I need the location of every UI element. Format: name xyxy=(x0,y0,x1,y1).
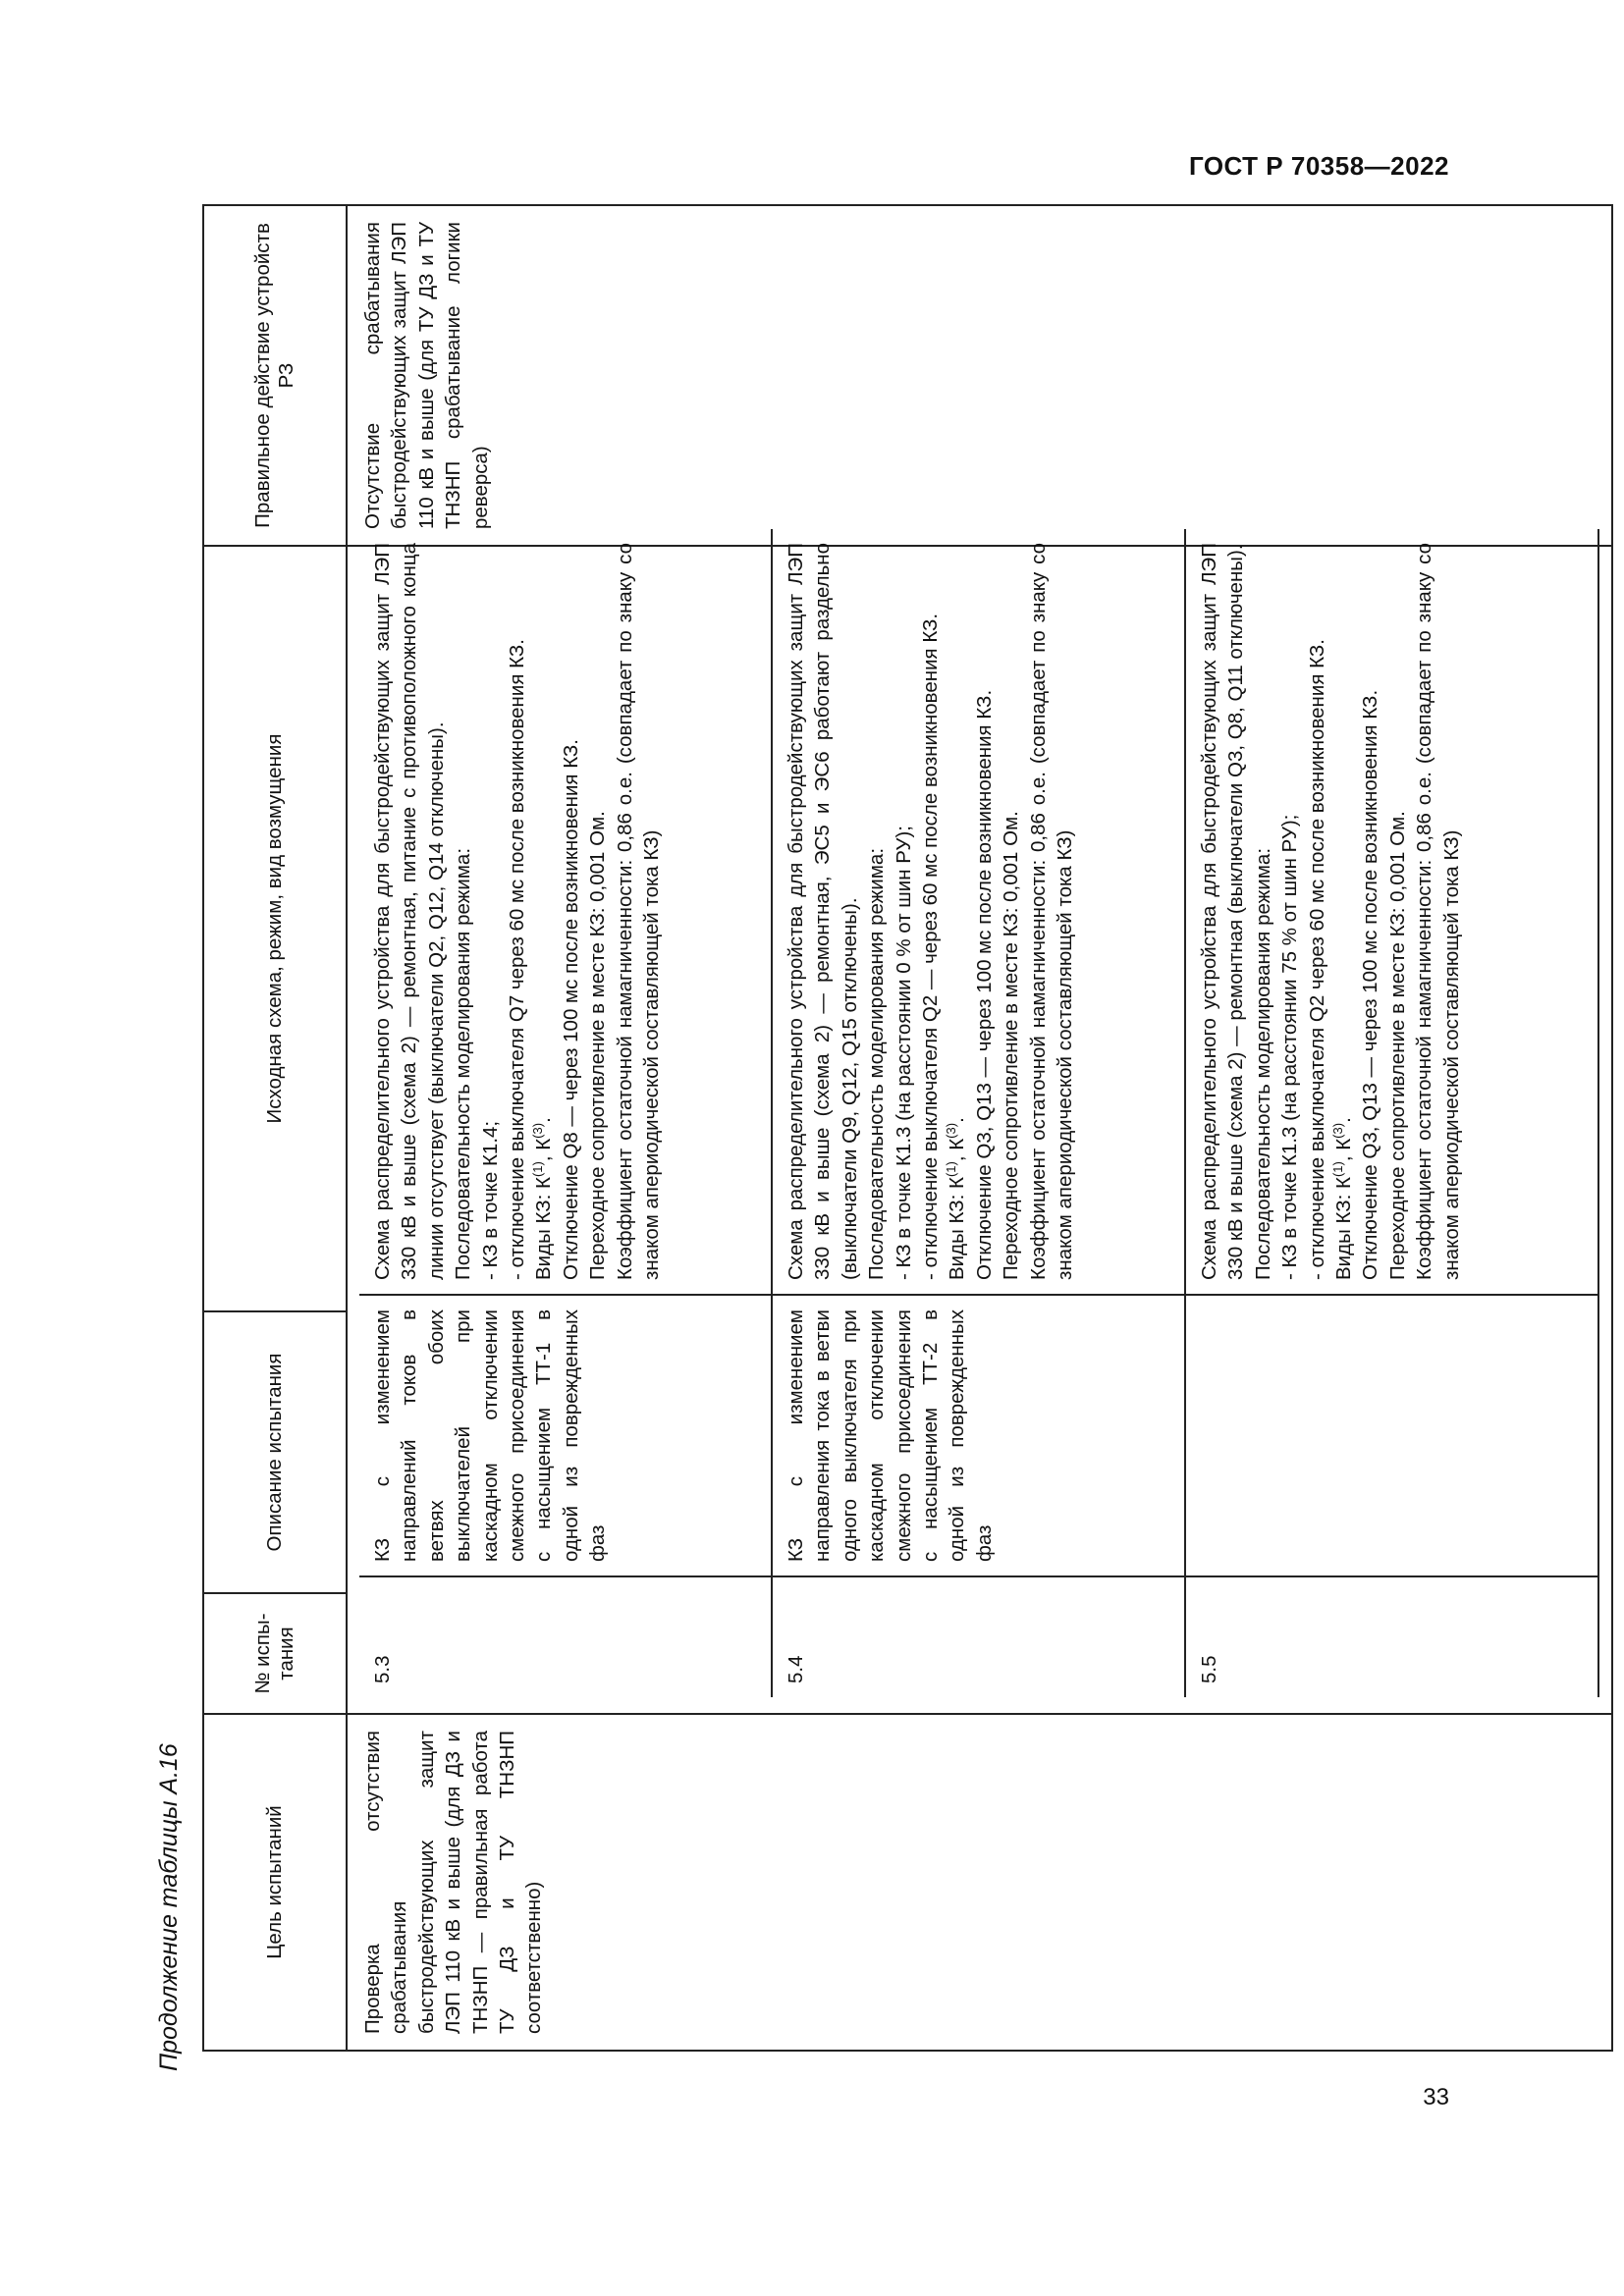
scheme-line: - отключение выключателя Q7 через 60 мс после возникновения КЗ. xyxy=(506,639,529,1280)
scheme-line: Схема распределительного устройства для быстродействующих защит ЛЭП 330 кВ и выше (схема 2) — ремонтная, ЭС5 и ЭС6 работают раздельно (выключатели Q9, Q12, Q15 отключены). xyxy=(785,543,861,1280)
tests-subtable xyxy=(359,529,1599,1697)
test-scheme xyxy=(1185,529,1598,1295)
scheme-line: Отключение Q8 — через 100 мс после возникновения КЗ. xyxy=(559,739,582,1280)
scheme-line: Схема распределительного устройства для быстродействующих защит ЛЭП 330 кВ и выше (схема 2) — ремонтная (выключатели Q3, Q8, Q11 отключены). xyxy=(1198,543,1248,1280)
scheme-line: Последовательность моделирования режима: xyxy=(452,847,475,1280)
correct-action-cell: Отсутствие срабатывания быстродействующих защит ЛЭП 110 кВ и выше (для ТУ ДЗ и ТУ ТНЗНП срабатывание логики реверса) xyxy=(347,205,1612,546)
test-scheme xyxy=(772,529,1185,1295)
test-description: КЗ с изменением направлений токов в ветвях обоих выключателей при каскадном отключении смежного присоединения с насыщением ТТ-1 в одной из поврежденных фаз xyxy=(359,1295,772,1576)
test-description: КЗ с изменением направления тока в ветви одного выключателя при каскадном отключении смежного присоединения с насыщением ТТ-2 в одной из поврежденных фаз xyxy=(772,1295,1185,1576)
header-correct-action: Правильное действие устройств РЗ xyxy=(203,205,347,546)
body-row xyxy=(347,205,1612,2051)
header-test-number: № испы-тания xyxy=(203,1593,347,1714)
test-number: 5.5 xyxy=(1185,1576,1598,1697)
test-scheme xyxy=(359,529,772,1295)
scheme-line: Переходное сопротивление в месте КЗ: 0,001 Ом. xyxy=(586,811,610,1280)
scheme-line: - КЗ в точке К1.3 (на расстоянии 0 % от шин РУ); xyxy=(892,826,915,1280)
scheme-line: - отключение выключателя Q2 через 60 мс после возникновения КЗ. xyxy=(1305,639,1328,1280)
test-table xyxy=(202,204,1613,2052)
table-caption: Продолжение таблицы А.16 xyxy=(155,1743,183,2071)
scheme-line: Отключение Q3, Q13 — через 100 мс после возникновения КЗ. xyxy=(1359,689,1382,1280)
scheme-line: Последовательность моделирования режима: xyxy=(1251,847,1274,1280)
scheme-line: - отключение выключателя Q2 — через 60 мс после возникновения КЗ. xyxy=(919,613,943,1280)
test-number: 5.4 xyxy=(772,1576,1185,1697)
scheme-line: Коэффициент остаточной намагниченности: 0,86 о.е. (совпадает по знаку со знаком апериодической составляющей тока КЗ) xyxy=(613,543,664,1280)
test-number: 5.3 xyxy=(359,1576,772,1697)
tests-cell xyxy=(347,543,1612,1714)
test-row xyxy=(359,529,772,1697)
scheme-line: Коэффициент остаточной намагниченности: 0,86 о.е. (совпадает по знаку со знаком апериодической составляющей тока КЗ) xyxy=(1413,543,1463,1280)
scheme-line: Виды КЗ: $К^{(1)}$, $К^{(3)}$. xyxy=(944,1117,969,1280)
test-description xyxy=(1185,1295,1598,1576)
test-row xyxy=(1185,529,1598,1697)
scheme-line: - КЗ в точке К1.3 (на расстоянии 75 % от шин РУ); xyxy=(1278,814,1302,1280)
rotated-table-area xyxy=(155,206,1463,2071)
scheme-line: Переходное сопротивление в месте КЗ: 0,001 Ом. xyxy=(1385,811,1409,1280)
scheme-line: Переходное сопротивление в месте КЗ: 0,001 Ом. xyxy=(1000,811,1023,1280)
page-number: 33 xyxy=(1423,2084,1449,2110)
scheme-line: Виды КЗ: $К^{(1)}$, $К^{(3)}$. xyxy=(1330,1117,1356,1280)
header-description: Описание испытания xyxy=(203,1311,347,1593)
header-goal: Цель испытаний xyxy=(203,1714,347,2051)
test-row xyxy=(772,529,1185,1697)
header-row xyxy=(203,205,347,2051)
scheme-line: Последовательность моделирования режима: xyxy=(865,847,889,1280)
document-id: ГОСТ Р 70358—2022 xyxy=(1188,151,1449,181)
scheme-line: Коэффициент остаточной намагниченности: 0,86 о.е. (совпадает по знаку со знаком апериодической составляющей тока КЗ) xyxy=(1026,543,1077,1280)
scheme-line: - КЗ в точке К1.4; xyxy=(478,1120,502,1280)
scheme-line: Схема распределительного устройства для быстродействующих защит ЛЭП 330 кВ и выше (схема 2) — ремонтная, питание с противоположного конца линии отсутствует (выключатели Q2, Q12, Q14 отключены). xyxy=(371,543,448,1280)
scheme-line: Отключение Q3, Q13 — через 100 мс после возникновения КЗ. xyxy=(972,689,996,1280)
scheme-line: Виды КЗ: $К^{(1)}$, $К^{(3)}$. xyxy=(530,1117,556,1280)
goal-cell: Проверка отсутствия срабатывания быстродействующих защит ЛЭП 110 кВ и выше (для ДЗ и ТНЗНП — правильная работа ТУ ДЗ и ТУ ТНЗНП соответственно) xyxy=(347,1714,1612,2051)
header-scheme: Исходная схема, режим, вид возмущения xyxy=(203,546,347,1311)
